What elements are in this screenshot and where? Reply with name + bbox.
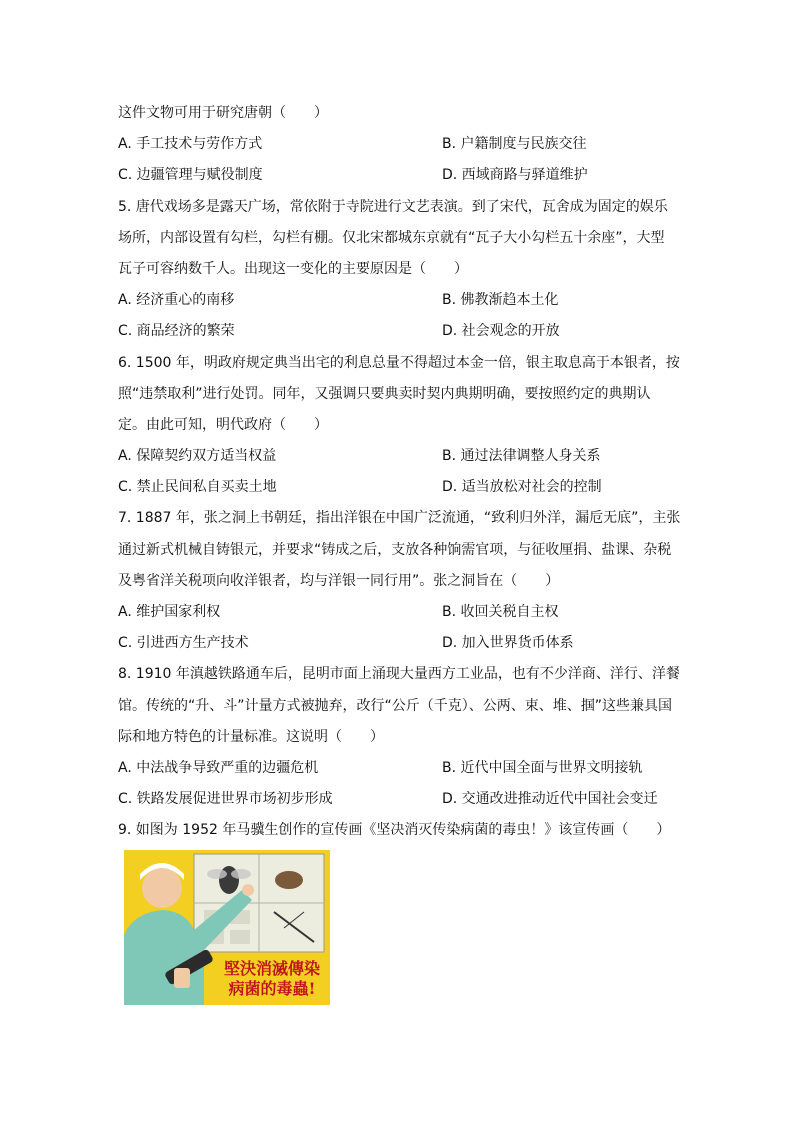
question-6-line: 定。由此可知，明代政府（ ） <box>118 416 328 433</box>
nurse-face <box>142 868 182 908</box>
option-b[interactable]: B. 佛教渐趋本土化 <box>442 292 559 309</box>
question-7-line: 及粤省洋关税项向收洋银者，均与洋银一同行用”。张之洞旨在（ ） <box>118 572 560 589</box>
option-c[interactable]: C. 边疆管理与赋役制度 <box>118 167 263 184</box>
option-a[interactable]: A. 保障契约双方适当权益 <box>118 448 277 465</box>
option-b[interactable]: B. 收回关税自主权 <box>442 604 559 620</box>
question-5-line: 瓦子可容纳数千人。出现这一变化的主要原因是（ ） <box>118 260 468 277</box>
option-d[interactable]: D. 加入世界货币体系 <box>442 635 574 652</box>
option-a[interactable]: A. 手工技术与劳作方式 <box>118 136 263 153</box>
poster-caption-line: 病菌的毒蟲! <box>228 979 316 998</box>
poster-caption <box>217 959 327 999</box>
option-d[interactable]: D. 交通改进推动近代中国社会变迁 <box>442 791 658 808</box>
option-c[interactable]: C. 商品经济的繁荣 <box>118 323 235 340</box>
option-c[interactable]: C. 引进西方生产技术 <box>118 635 249 652</box>
question-6-line: 照“违禁取利”进行处罚。同年，又强调只要典卖时契内典期明确，要按照约定的典期认 <box>118 385 651 402</box>
option-a[interactable]: A. 中法战争导致严重的边疆危机 <box>118 759 319 776</box>
option-d[interactable]: D. 适当放松对社会的控制 <box>442 479 602 496</box>
question-8-line: 馆。传统的“升、斗”计量方式被抛弃，改行“公斤（千克）、公两、束、堆、掴”这些兼具国 <box>118 697 673 714</box>
question-8-line: 8. 1910 年滇越铁路通车后，昆明市面上涌现大量西方工业品，也有不少洋商、洋行、洋餐 <box>118 666 680 683</box>
question-5-line: 5. 唐代戏场多是露天广场，常依附于寺院进行文艺表演。到了宋代，瓦舍成为固定的娱乐 <box>118 198 668 215</box>
option-b[interactable]: B. 户籍制度与民族交往 <box>442 136 587 153</box>
option-row <box>118 599 678 630</box>
option-b[interactable]: B. 通过法律调整人身关系 <box>442 448 601 465</box>
chart-panel <box>230 930 250 944</box>
option-row <box>118 131 678 162</box>
question-stem: 这件文物可用于研究唐朝（ ） <box>118 105 328 121</box>
question-8-line: 际和地方特色的计量标准。这说明（ ） <box>118 728 384 745</box>
question-list <box>118 100 681 849</box>
option-row <box>118 162 678 193</box>
option-row <box>118 443 678 474</box>
option-row <box>118 786 678 817</box>
option-a[interactable]: A. 维护国家利权 <box>118 604 221 620</box>
holding-hand <box>174 968 190 988</box>
question-7-line: 通过新式机械自铸银元，并要求“铸成之后，支放各种饷需官项，与征收厘捐、盐课、杂税 <box>118 541 672 558</box>
flea-icon <box>275 871 303 889</box>
option-a[interactable]: A. 经济重心的南移 <box>118 292 235 309</box>
option-c[interactable]: C. 禁止民间私自买卖土地 <box>118 479 277 496</box>
option-row <box>118 318 678 349</box>
question-7-line: 7. 1887 年，张之洞上书朝廷，指出洋银在中国广泛流通，“致利归外洋，漏卮无底”，主张 <box>118 510 681 527</box>
option-row <box>118 287 678 318</box>
propaganda-poster <box>124 850 330 1005</box>
option-row <box>118 474 678 505</box>
option-row <box>118 755 678 786</box>
fly-wing <box>207 869 227 879</box>
question-6-line: 6. 1500 年，明政府规定典当出宅的利息总量不得超过本金一倍，银主取息高于本银者，按 <box>118 354 680 371</box>
option-c[interactable]: C. 铁路发展促进世界市场初步形成 <box>118 791 333 808</box>
option-row <box>118 630 678 661</box>
option-b[interactable]: B. 近代中国全面与世界文明接轨 <box>442 759 643 776</box>
pointing-hand <box>242 884 254 896</box>
question-5-line: 场所，内部设置有勾栏，勾栏有棚。仅北宋都城东京就有“瓦子大小勾栏五十余座”，大型 <box>118 229 665 246</box>
fly-wing <box>231 869 251 879</box>
option-d[interactable]: D. 西域商路与驿道维护 <box>442 167 588 184</box>
poster-caption-line: 堅決消滅傳染 <box>223 959 320 978</box>
question-9-line: 9. 如图为 1952 年马骥生创作的宣传画《坚决消灭传染病菌的毒虫！》该宣传画（ ） <box>118 822 671 839</box>
option-d[interactable]: D. 社会观念的开放 <box>442 323 560 340</box>
